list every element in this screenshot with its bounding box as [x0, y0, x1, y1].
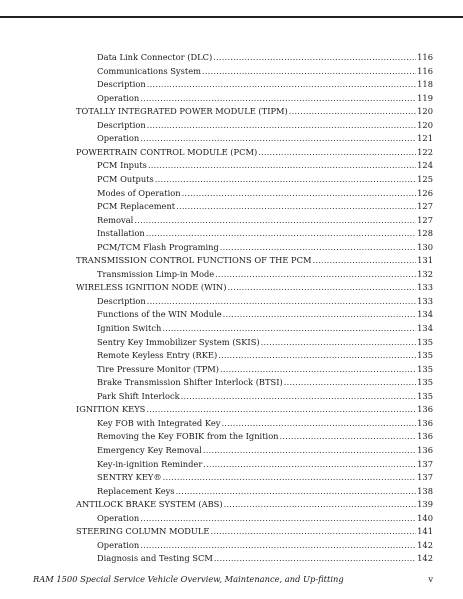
- toc-dot-leader: [140, 538, 416, 552]
- toc-entry-title: Modes of Operation: [97, 187, 181, 198]
- toc-subsection-entry[interactable]: [97, 91, 433, 105]
- toc-dot-leader: [140, 91, 416, 105]
- toc-subsection-entry[interactable]: [97, 538, 433, 552]
- toc-entry-page: 135: [417, 377, 433, 388]
- toc-section-entry[interactable]: [76, 280, 433, 294]
- toc-entry-title: SENTRY KEY®: [97, 472, 162, 483]
- toc-entry-title: PCM Inputs: [97, 160, 147, 171]
- toc-entry-page: 133: [417, 282, 433, 293]
- toc-entry-page: 125: [417, 173, 433, 184]
- toc-subsection-entry[interactable]: [97, 429, 433, 443]
- toc-dot-leader: [203, 443, 416, 457]
- toc-dot-leader: [147, 294, 416, 308]
- toc-subsection-entry[interactable]: [97, 321, 433, 335]
- toc-subsection-entry[interactable]: [97, 443, 433, 457]
- toc-entry-title: Removal: [97, 214, 134, 225]
- toc-entry-title: Description: [97, 79, 146, 90]
- toc-entry-title: IGNITION KEYS: [76, 404, 146, 415]
- toc-subsection-entry[interactable]: [97, 470, 433, 484]
- toc-entry-title: WIRELESS IGNITION NODE (WIN): [76, 282, 227, 293]
- toc-entry-page: 137: [417, 472, 433, 483]
- toc-dot-leader: [280, 429, 417, 443]
- toc-dot-leader: [214, 551, 416, 565]
- toc-entry-page: 134: [417, 309, 433, 320]
- toc-dot-leader: [203, 457, 416, 471]
- toc-dot-leader: [182, 186, 417, 200]
- toc-entry-title: TOTALLY INTEGRATED POWER MODULE (TIPM): [76, 106, 288, 117]
- toc-dot-leader: [284, 375, 416, 389]
- toc-section-entry[interactable]: [76, 524, 433, 538]
- toc-dot-leader: [221, 416, 416, 430]
- toc-entry-title: Operation: [97, 512, 140, 523]
- toc-entry-page: 139: [417, 499, 433, 510]
- toc-dot-leader: [218, 348, 416, 362]
- toc-subsection-entry[interactable]: [97, 375, 433, 389]
- footer-document-title: RAM 1500 Special Service Vehicle Overview, Maintenance, and Up-fitting: [33, 574, 344, 584]
- toc-section-entry[interactable]: [76, 497, 433, 511]
- toc-subsection-entry[interactable]: [97, 77, 433, 91]
- toc-dot-leader: [146, 226, 416, 240]
- toc-entry-page: 140: [417, 512, 433, 523]
- toc-subsection-entry[interactable]: [97, 484, 433, 498]
- toc-entry-title: Operation: [97, 92, 140, 103]
- toc-subsection-entry[interactable]: [97, 335, 433, 349]
- toc-entry-page: 136: [417, 404, 433, 415]
- toc-subsection-entry[interactable]: [97, 172, 433, 186]
- toc-entry-title: Communications System: [97, 65, 201, 76]
- toc-entry-page: 135: [417, 336, 433, 347]
- toc-subsection-entry[interactable]: [97, 294, 433, 308]
- toc-subsection-entry[interactable]: [97, 118, 433, 132]
- toc-subsection-entry[interactable]: [97, 267, 433, 281]
- toc-section-entry[interactable]: [76, 145, 433, 159]
- toc-dot-leader: [224, 497, 417, 511]
- toc-entry-title: POWERTRAIN CONTROL MODULE (PCM): [76, 146, 258, 157]
- toc-dot-leader: [261, 335, 417, 349]
- toc-entry-title: Tire Pressure Monitor (TPM): [97, 363, 220, 374]
- toc-entry-title: Brake Transmission Shifter Interlock (BTSI): [97, 377, 283, 388]
- toc-subsection-entry[interactable]: [97, 240, 433, 254]
- toc-entry-title: Data Link Connector (DLC): [97, 52, 213, 62]
- footer-page-number: v: [428, 574, 433, 584]
- toc-dot-leader: [134, 213, 416, 227]
- toc-entry-title: Description: [97, 295, 146, 306]
- toc-dot-leader: [312, 253, 416, 267]
- toc-entry-title: Operation: [97, 539, 140, 550]
- toc-entry-page: 127: [417, 214, 433, 225]
- toc-subsection-entry[interactable]: [97, 416, 433, 430]
- toc-subsection-entry[interactable]: [97, 199, 433, 213]
- toc-dot-leader: [163, 470, 416, 484]
- toc-entry-page: 118: [417, 79, 433, 90]
- toc-entry-title: Replacement Keys: [97, 485, 175, 496]
- toc-entry-page: 135: [417, 390, 433, 401]
- toc-entry-page: 120: [417, 119, 433, 130]
- toc-entry-title: Description: [97, 119, 146, 130]
- toc-entry-title: PCM Replacement: [97, 201, 176, 212]
- toc-subsection-entry[interactable]: [97, 64, 433, 78]
- toc-dot-leader: [146, 402, 416, 416]
- toc-entry-page: 126: [417, 187, 433, 198]
- toc-subsection-entry[interactable]: [97, 551, 433, 565]
- toc-entry-title: TRANSMISSION CONTROL FUNCTIONS OF THE PCM: [76, 255, 312, 266]
- toc-dot-leader: [220, 362, 416, 376]
- toc-entry-title: Operation: [97, 133, 140, 144]
- toc-dot-leader: [181, 389, 416, 403]
- toc-entry-page: 135: [417, 350, 433, 361]
- toc-subsection-entry[interactable]: [97, 457, 433, 471]
- toc-subsection-entry[interactable]: [97, 307, 433, 321]
- toc-dot-leader: [215, 267, 416, 281]
- toc-entry-page: 133: [417, 295, 433, 306]
- toc-entry-page: 136: [417, 431, 433, 442]
- toc-dot-leader: [162, 321, 416, 335]
- toc-entry-page: 136: [417, 417, 433, 428]
- toc-entry-title: Diagnosis and Testing SCM: [97, 553, 213, 564]
- toc-dot-leader: [140, 131, 416, 145]
- toc-entry-page: 138: [417, 485, 433, 496]
- toc-dot-leader: [258, 145, 416, 159]
- toc-entry-page: 137: [417, 458, 433, 469]
- toc-subsection-entry[interactable]: [97, 389, 433, 403]
- toc-entry-title: Installation: [97, 228, 145, 239]
- toc-entry-title: Sentry Key Immobilizer System (SKIS): [97, 336, 260, 347]
- toc-entry-title: Key-in-ignition Reminder: [97, 458, 203, 469]
- toc-dot-leader: [220, 240, 416, 254]
- toc-dot-leader: [148, 158, 416, 172]
- toc-entry-title: Remote Keyless Entry (RKE): [97, 350, 218, 361]
- toc-entry-page: 134: [417, 323, 433, 333]
- toc-subsection-entry[interactable]: [97, 186, 433, 200]
- toc-subsection-entry[interactable]: [97, 511, 433, 525]
- toc-dot-leader: [213, 50, 416, 64]
- toc-section-entry[interactable]: [76, 253, 433, 267]
- toc-entry-page: 136: [417, 444, 433, 455]
- toc-dot-leader: [210, 524, 416, 538]
- toc-dot-leader: [176, 199, 416, 213]
- toc-subsection-entry[interactable]: [97, 362, 433, 376]
- toc-entry-title: Ignition Switch: [97, 323, 162, 333]
- header-rule: [0, 16, 463, 18]
- toc-subsection-entry[interactable]: [97, 213, 433, 227]
- toc-subsection-entry[interactable]: [97, 50, 433, 64]
- toc-entry-title: PCM/TCM Flash Programing: [97, 241, 219, 252]
- toc-dot-leader: [147, 118, 416, 132]
- toc-entry-title: Transmission Limp-in Mode: [97, 268, 215, 279]
- toc-subsection-entry[interactable]: [97, 131, 433, 145]
- toc-entry-page: 120: [417, 106, 433, 117]
- toc-entry-page: 128: [417, 228, 433, 239]
- toc-entry-page: 131: [417, 255, 433, 266]
- toc-entry-page: 132: [417, 268, 433, 279]
- toc-entry-page: 141: [417, 526, 433, 537]
- toc-entry-title: Removing the Key FOBIK from the Ignition: [97, 431, 279, 442]
- toc-subsection-entry[interactable]: [97, 158, 433, 172]
- toc-dot-leader: [223, 307, 417, 321]
- toc-entry-page: 116: [417, 65, 433, 76]
- toc-entry-page: 142: [417, 553, 433, 564]
- page-footer: [0, 572, 463, 586]
- toc-entry-title: Emergency Key Removal: [97, 444, 202, 455]
- toc-dot-leader: [176, 484, 417, 498]
- toc-entry-title: Key FOB with Integrated Key: [97, 417, 221, 428]
- toc-dot-leader: [227, 280, 416, 294]
- toc-dot-leader: [140, 511, 416, 525]
- toc-entry-page: 116: [417, 52, 433, 62]
- toc-subsection-entry[interactable]: [97, 226, 433, 240]
- toc-dot-leader: [155, 172, 416, 186]
- toc-section-entry[interactable]: [76, 104, 433, 118]
- toc-entry-page: 135: [417, 363, 433, 374]
- toc-entry-page: 122: [417, 146, 433, 157]
- toc-dot-leader: [202, 64, 416, 78]
- toc-entry-page: 130: [417, 241, 433, 252]
- toc-entry-title: ANTILOCK BRAKE SYSTEM (ABS): [76, 499, 223, 510]
- toc-entry-page: 119: [417, 92, 433, 103]
- toc-entry-page: 127: [417, 201, 433, 212]
- toc-entry-page: 121: [417, 133, 433, 144]
- toc-entry-title: Park Shift Interlock: [97, 390, 180, 401]
- toc-subsection-entry[interactable]: [97, 348, 433, 362]
- toc-entry-title: PCM Outputs: [97, 173, 154, 184]
- toc-entry-title: STEERING COLUMN MODULE: [76, 526, 210, 537]
- toc-entry-page: 142: [417, 539, 433, 550]
- toc-entry-title: Functions of the WIN Module: [97, 309, 222, 320]
- toc-entry-page: 124: [417, 160, 433, 171]
- toc-dot-leader: [289, 104, 416, 118]
- toc-section-entry[interactable]: [76, 402, 433, 416]
- toc-dot-leader: [147, 77, 416, 91]
